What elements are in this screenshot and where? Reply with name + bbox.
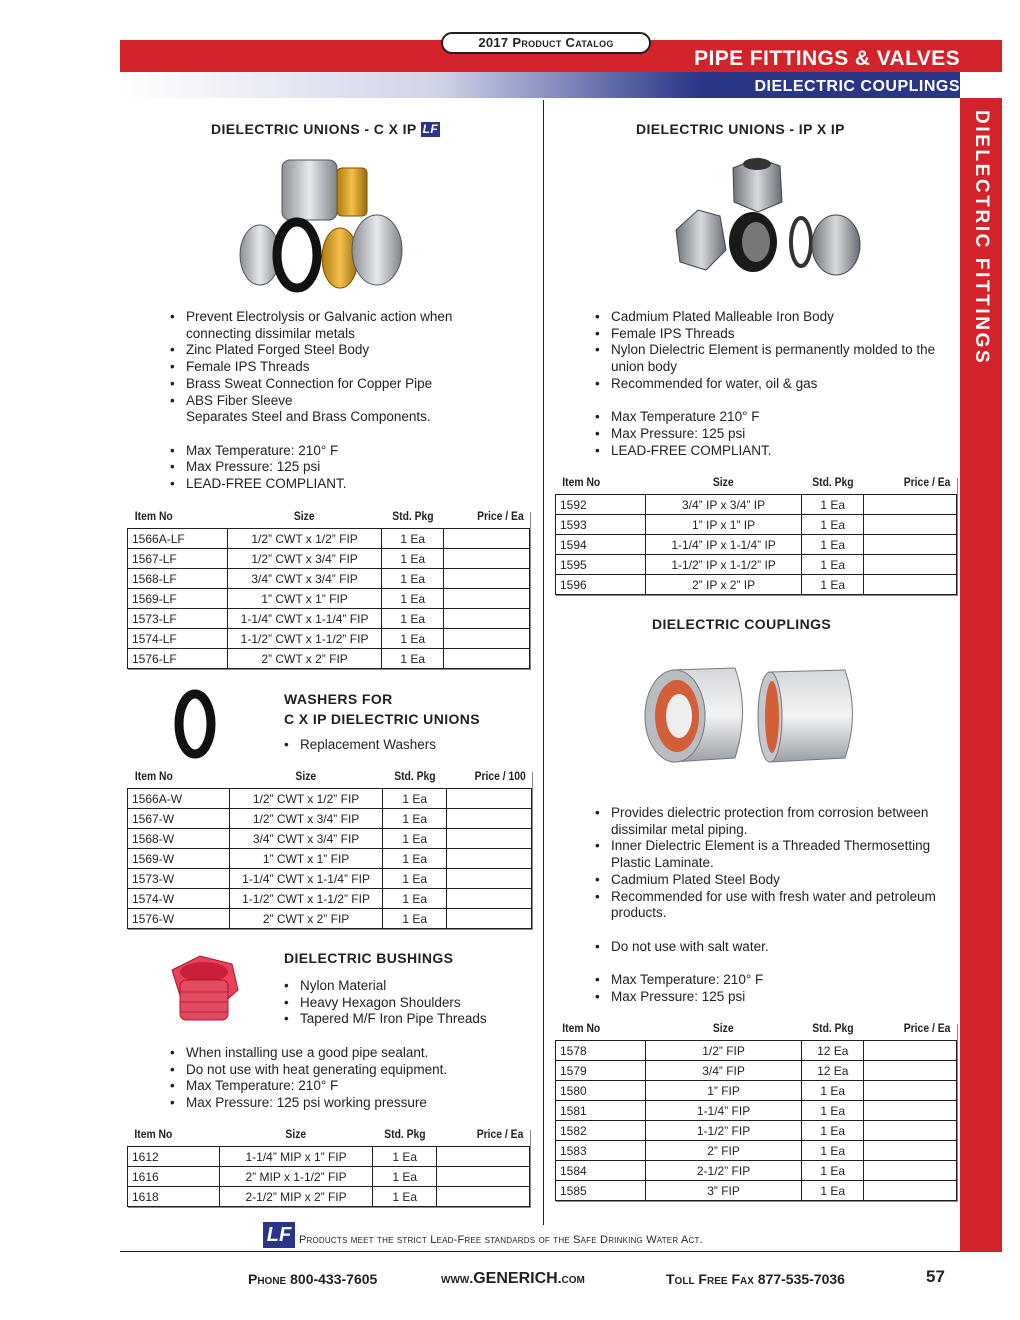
col-header: Item No: [561, 1023, 600, 1035]
col-header: Size: [285, 1129, 307, 1141]
feature-item: • Replacement Washers: [284, 737, 524, 754]
side-tab-label-wrap: [970, 110, 990, 410]
catalog-label: 2017 Product Catalog: [441, 32, 651, 54]
couplings-title: DIELECTRIC COUPLINGS: [652, 616, 832, 632]
unions-cxip-features: [170, 309, 500, 493]
bushings-features-a: [284, 978, 524, 1028]
col-header: Price / Ea: [476, 1129, 524, 1141]
feature-item: • Max Temperature: 210° F: [170, 1078, 500, 1095]
feature-item: • Inner Dielectric Element is a Threaded Thermosetting Plastic Laminate.: [595, 838, 955, 871]
page-subtitle: DIELECTRIC COUPLINGS: [754, 78, 960, 95]
web-suffix: .com: [557, 1270, 585, 1286]
bushings-title: DIELECTRIC BUSHINGS: [284, 950, 454, 966]
feature-item: • Do not use with heat generating equipment.: [170, 1062, 500, 1079]
feature-item: • Max Pressure: 125 psi working pressure: [170, 1095, 500, 1112]
col-header: Size: [713, 1023, 734, 1035]
phone-number: 800-433-7605: [290, 1271, 378, 1287]
col-header: Std. Pkg: [812, 1023, 854, 1035]
bushings-features-b: [170, 1045, 500, 1112]
feature-item: • Tapered M/F Iron Pipe Threads: [284, 1011, 524, 1028]
feature-item: • Max Pressure: 125 psi: [595, 426, 955, 443]
washers-title-line1: WASHERS FOR: [284, 691, 393, 707]
feature-item: • Brass Sweat Connection for Copper Pipe: [170, 376, 500, 393]
column-divider: [543, 100, 544, 1225]
table-row: 1569-LF 1” CWT x 1” FIP 1 Ea: [128, 589, 530, 609]
footer-fax: [666, 1271, 845, 1287]
fax-number: 877-535-7036: [757, 1271, 845, 1287]
phone-label: Phone: [248, 1271, 287, 1287]
col-header: Size: [713, 477, 734, 489]
washer-photo: [173, 688, 218, 760]
feature-item: • Max Pressure: 125 psi: [170, 459, 500, 476]
lf-badge: LF: [422, 122, 439, 136]
web-prefix: www.: [441, 1270, 474, 1286]
table-row: 1592 3/4” IP x 3/4” IP 1 Ea: [556, 495, 957, 515]
washers-table: [127, 771, 532, 929]
table-row: 1568-LF 3/4” CWT x 3/4” FIP 1 Ea: [128, 569, 530, 589]
col-header: Price / Ea: [476, 511, 524, 523]
table-row: 1574-W 1-1/2” CWT x 1-1/2” FIP 1 Ea: [128, 889, 532, 909]
table-row: 1596 2” IP x 2” IP 1 Ea: [556, 575, 957, 595]
unions-cxip-table: [127, 511, 530, 669]
feature-item: • Recommended for use with fresh water and petroleum products.: [595, 889, 955, 922]
col-header: Std. Pkg: [384, 1129, 426, 1141]
table-row: 1612 1-1/4” MIP x 1” FIP 1 Ea: [128, 1147, 530, 1167]
web-name: GENERICH: [473, 1270, 558, 1287]
feature-item: • Female IPS Threads: [170, 359, 500, 376]
union-ipip-photo: [668, 150, 868, 290]
table-row: 1573-LF 1-1/4” CWT x 1-1/4” FIP 1 Ea: [128, 609, 530, 629]
feature-item: • Max Temperature: 210° F: [595, 972, 955, 989]
table-row: 1584 2-1/2” FIP 1 Ea: [556, 1161, 957, 1181]
fax-label: Toll Free Fax: [666, 1271, 754, 1287]
bushing-photo: [160, 950, 245, 1030]
feature-item: • Max Pressure: 125 psi: [595, 989, 955, 1006]
lead-free-note: Products meet the strict Lead-Free standards of the Safe Drinking Water Act.: [299, 1234, 703, 1246]
footer-phone: [248, 1271, 377, 1287]
unions-ipip-features: [595, 309, 955, 459]
lf-logo: LF: [263, 1222, 295, 1248]
couplings-table: [555, 1023, 957, 1201]
table-row: 1573-W 1-1/4” CWT x 1-1/4” FIP 1 Ea: [128, 869, 532, 889]
feature-item: • Nylon Material: [284, 978, 524, 995]
feature-item: • Recommended for water, oil & gas: [595, 376, 955, 393]
table-row: 1566A-LF 1/2” CWT x 1/2” FIP 1 Ea: [128, 529, 530, 549]
table-row: 1567-W 1/2” CWT x 3/4” FIP 1 Ea: [128, 809, 532, 829]
table-row: 1578 1/2” FIP 12 Ea: [556, 1041, 957, 1061]
washers-title-line2: C X IP DIELECTRIC UNIONS: [284, 711, 481, 727]
table-row: 1574-LF 1-1/2” CWT x 1-1/2” FIP 1 Ea: [128, 629, 530, 649]
table-row: 1594 1-1/4” IP x 1-1/4” IP 1 Ea: [556, 535, 957, 555]
table-row: 1576-W 2” CWT x 2” FIP 1 Ea: [128, 909, 532, 929]
feature-item: Separates Steel and Brass Components.: [186, 409, 431, 425]
feature-item: • Heavy Hexagon Shoulders: [284, 995, 524, 1012]
side-tab-label: DIELECTRIC FITTINGS: [971, 110, 992, 366]
footer-rule: [120, 1251, 960, 1252]
feature-item: • LEAD-FREE COMPLIANT.: [170, 476, 500, 493]
feature-item: • Prevent Electrolysis or Galvanic action when connecting dissimilar metals: [170, 309, 500, 342]
table-row: 1581 1-1/4” FIP 1 Ea: [556, 1101, 957, 1121]
table-row: 1618 2-1/2” MIP x 2” FIP 1 Ea: [128, 1187, 530, 1207]
table-row: 1583 2” FIP 1 Ea: [556, 1141, 957, 1161]
feature-item: • ABS Fiber Sleeve: [170, 393, 500, 410]
col-header: Std. Pkg: [394, 771, 436, 783]
feature-item: • Do not use with salt water.: [595, 939, 955, 956]
col-header: Std. Pkg: [392, 511, 434, 523]
unions-ipip-title: DIELECTRIC UNIONS - IP X IP: [636, 121, 845, 137]
table-row: 1595 1-1/2” IP x 1-1/2” IP 1 Ea: [556, 555, 957, 575]
table-row: 1569-W 1” CWT x 1” FIP 1 Ea: [128, 849, 532, 869]
feature-item: • Max Temperature: 210° F: [170, 443, 500, 460]
table-row: 1568-W 3/4” CWT x 3/4” FIP 1 Ea: [128, 829, 532, 849]
col-header: Item No: [561, 477, 600, 489]
table-row: 1567-LF 1/2” CWT x 3/4” FIP 1 Ea: [128, 549, 530, 569]
table-row: 1566A-W 1/2” CWT x 1/2” FIP 1 Ea: [128, 789, 532, 809]
table-row: 1582 1-1/2” FIP 1 Ea: [556, 1121, 957, 1141]
col-header: Item No: [134, 511, 173, 523]
section-title-washers: [284, 689, 480, 729]
section-title-unions-cxip: [211, 121, 440, 137]
unions-cxip-title: DIELECTRIC UNIONS - C X IP: [211, 121, 417, 137]
col-header: Item No: [134, 771, 173, 783]
unions-ipip-table: [555, 477, 957, 595]
feature-item: • Zinc Plated Forged Steel Body: [170, 342, 500, 359]
footer-website[interactable]: [441, 1270, 585, 1288]
col-header: Std. Pkg: [812, 477, 854, 489]
feature-item: • Cadmium Plated Malleable Iron Body: [595, 309, 955, 326]
page-number: 57: [926, 1267, 945, 1286]
couplings-features: [595, 805, 955, 1005]
page-title: PIPE FITTINGS & VALVES: [694, 47, 960, 70]
feature-item: • Female IPS Threads: [595, 326, 955, 343]
col-header: Price / Ea: [903, 477, 951, 489]
feature-item: • When installing use a good pipe sealant.: [170, 1045, 500, 1062]
union-cxip-photo: [232, 150, 432, 300]
feature-item: • Cadmium Plated Steel Body: [595, 872, 955, 889]
feature-item: • Nylon Dielectric Element is permanently molded to the union body: [595, 342, 955, 375]
feature-item: • LEAD-FREE COMPLIANT.: [595, 443, 955, 460]
col-header: Price / Ea: [903, 1023, 951, 1035]
bushings-table: [127, 1129, 530, 1207]
washers-features: [284, 737, 524, 754]
col-header: Price / 100: [474, 771, 526, 783]
table-row: 1593 1” IP x 1” IP 1 Ea: [556, 515, 957, 535]
col-header: Item No: [133, 1129, 172, 1141]
feature-item: • Max Temperature 210° F: [595, 409, 955, 426]
table-row: 1585 3” FIP 1 Ea: [556, 1181, 957, 1201]
table-row: 1576-LF 2” CWT x 2” FIP 1 Ea: [128, 649, 530, 669]
feature-item: • Provides dielectric protection from corrosion between dissimilar metal piping.: [595, 805, 955, 838]
col-header: Size: [295, 771, 317, 783]
table-row: 1616 2” MIP x 1-1/2” FIP 1 Ea: [128, 1167, 530, 1187]
table-row: 1580 1” FIP 1 Ea: [556, 1081, 957, 1101]
coupling-photo: [640, 650, 870, 780]
table-row: 1579 3/4” FIP 12 Ea: [556, 1061, 957, 1081]
col-header: Size: [294, 511, 315, 523]
